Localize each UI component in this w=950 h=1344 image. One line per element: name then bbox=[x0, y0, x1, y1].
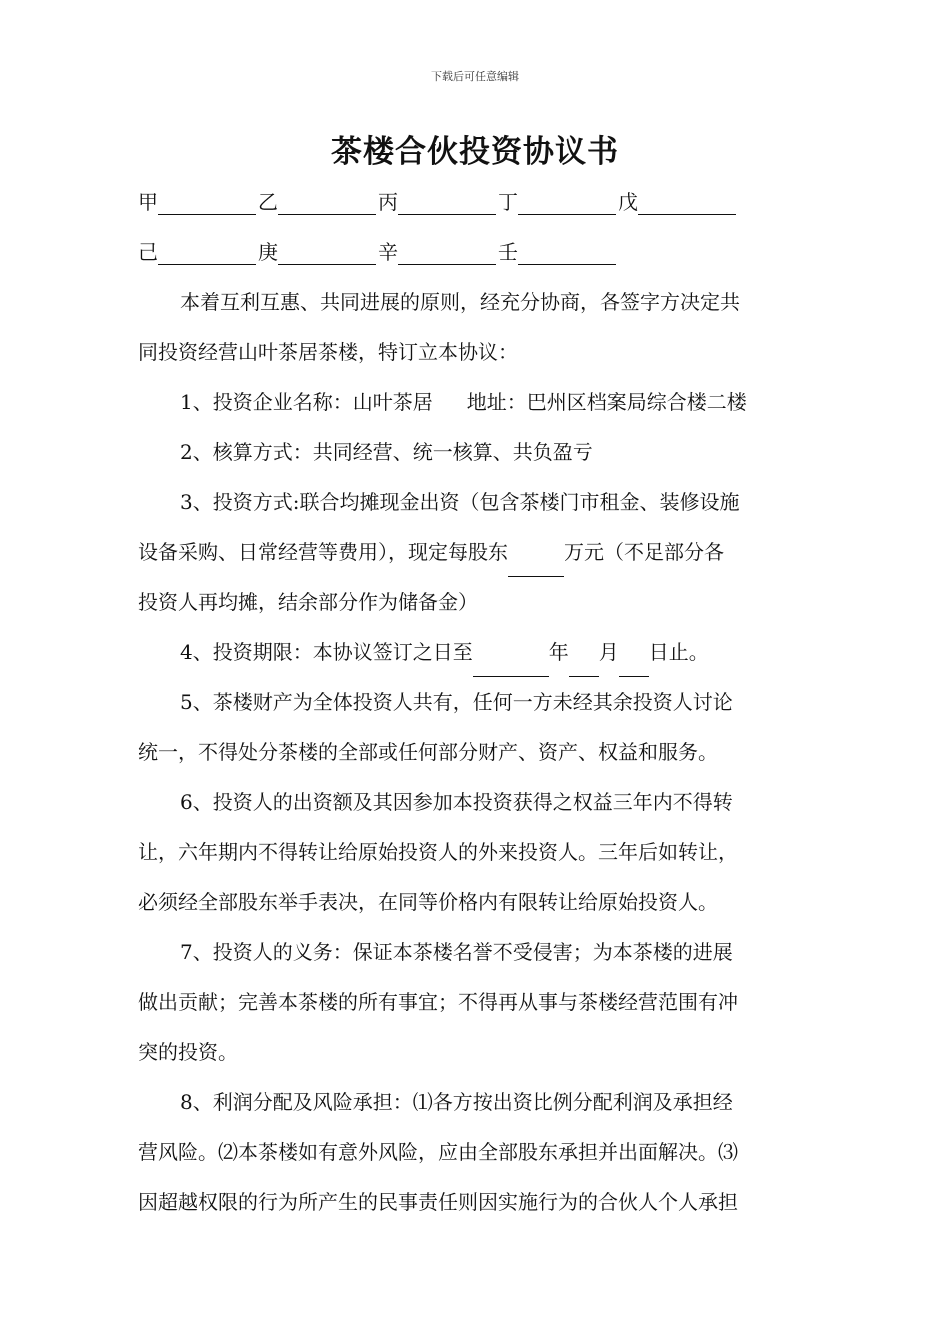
party-yi bbox=[258, 186, 376, 215]
party-ren bbox=[498, 236, 616, 265]
party-name-blank bbox=[518, 192, 616, 215]
clause-7-line-2: 做出贡献；完善本茶楼的所有事宜；不得再从事与茶楼经营范围有冲 bbox=[138, 990, 738, 1014]
month-blank bbox=[569, 654, 599, 677]
clause-3-line-1: 3、投资方式:联合均摊现金出资（包含茶楼门市租金、装修设施 bbox=[180, 490, 740, 514]
clause-8-line-2: 营风险。⑵本茶楼如有意外风险，应由全部股东承担并出面解决。⑶ bbox=[138, 1140, 738, 1164]
party-name-blank bbox=[158, 192, 256, 215]
party-bing bbox=[378, 186, 496, 215]
party-geng bbox=[258, 236, 376, 265]
party-jia bbox=[138, 186, 256, 215]
clause-4 bbox=[138, 627, 818, 677]
intro-line-1: 本着互利互惠、共同进展的原则，经充分协商，各签字方决定共 bbox=[180, 290, 740, 314]
parties-row-1 bbox=[138, 185, 736, 215]
party-name-blank bbox=[278, 242, 376, 265]
clause-3-line-3: 投资人再均摊，结余部分作为储备金） bbox=[138, 590, 478, 614]
party-wu bbox=[618, 186, 736, 215]
party-ji bbox=[138, 236, 256, 265]
day-blank bbox=[619, 654, 649, 677]
party-name-blank bbox=[278, 192, 376, 215]
clause-6-line-3: 必须经全部股东举手表决，在同等价格内有限转让给原始投资人。 bbox=[138, 890, 718, 914]
clause-4-year-label: 年 bbox=[548, 640, 569, 664]
amount-blank bbox=[508, 554, 564, 577]
agreement-body bbox=[138, 277, 818, 1227]
page-title: 茶楼合伙投资协议书 bbox=[331, 134, 619, 170]
party-name-blank bbox=[518, 242, 616, 265]
clause-4-text-a: 4、投资期限：本协议签订之日至 bbox=[180, 640, 473, 664]
intro-line-2: 同投资经营山叶茶居茶楼，特订立本协议： bbox=[138, 340, 518, 364]
clause-3-line-2 bbox=[138, 527, 818, 577]
clause-8-line-1: 8、利润分配及风险承担：⑴各方按出资比例分配利润及承担经 bbox=[180, 1090, 733, 1114]
party-name-blank bbox=[638, 192, 736, 215]
clause-4-month-label: 月 bbox=[598, 640, 619, 664]
clause-1-address: 地址：巴州区档案局综合楼二楼 bbox=[466, 390, 747, 414]
party-name-blank bbox=[398, 242, 496, 265]
party-label: 戊 bbox=[618, 190, 638, 214]
year-blank bbox=[473, 654, 549, 677]
clause-5-line-1: 5、茶楼财产为全体投资人共有，任何一方未经其余投资人讨论 bbox=[180, 690, 733, 714]
clause-1-text: 1、投资企业名称：山叶茶居 bbox=[180, 390, 433, 414]
clause-6-line-2: 让，六年期内不得转让给原始投资人的外来投资人。三年后如转让， bbox=[138, 840, 738, 864]
clause-2: 2、核算方式：共同经营、统一核算、共负盈亏 bbox=[180, 440, 593, 464]
clause-5-line-2: 统一，不得处分茶楼的全部或任何部分财产、资产、权益和服务。 bbox=[138, 740, 718, 764]
party-label: 甲 bbox=[138, 190, 158, 214]
party-ding bbox=[498, 186, 616, 215]
header-note: 下载后可任意编辑 bbox=[431, 70, 519, 83]
party-label: 辛 bbox=[378, 240, 398, 264]
clause-1 bbox=[138, 377, 818, 427]
party-name-blank bbox=[398, 192, 496, 215]
party-name-blank bbox=[158, 242, 256, 265]
party-label: 壬 bbox=[498, 240, 518, 264]
party-label: 己 bbox=[138, 240, 158, 264]
party-label: 丙 bbox=[378, 190, 398, 214]
clause-4-day-label: 日止。 bbox=[648, 640, 709, 664]
clause-3-text-b: 万元（不足部分各 bbox=[564, 540, 724, 564]
parties-row-2 bbox=[138, 235, 616, 265]
party-label: 丁 bbox=[498, 190, 518, 214]
clause-8-line-3: 因超越权限的行为所产生的民事责任则因实施行为的合伙人个人承担 bbox=[138, 1190, 738, 1214]
party-label: 庚 bbox=[258, 240, 278, 264]
clause-6-line-1: 6、投资人的出资额及其因参加本投资获得之权益三年内不得转 bbox=[180, 790, 733, 814]
clause-7-line-3: 突的投资。 bbox=[138, 1040, 238, 1064]
clause-7-line-1: 7、投资人的义务：保证本茶楼名誉不受侵害；为本茶楼的进展 bbox=[180, 940, 733, 964]
clause-3-text-a: 设备采购、日常经营等费用），现定每股东 bbox=[138, 540, 508, 564]
party-label: 乙 bbox=[258, 190, 278, 214]
party-xin bbox=[378, 236, 496, 265]
